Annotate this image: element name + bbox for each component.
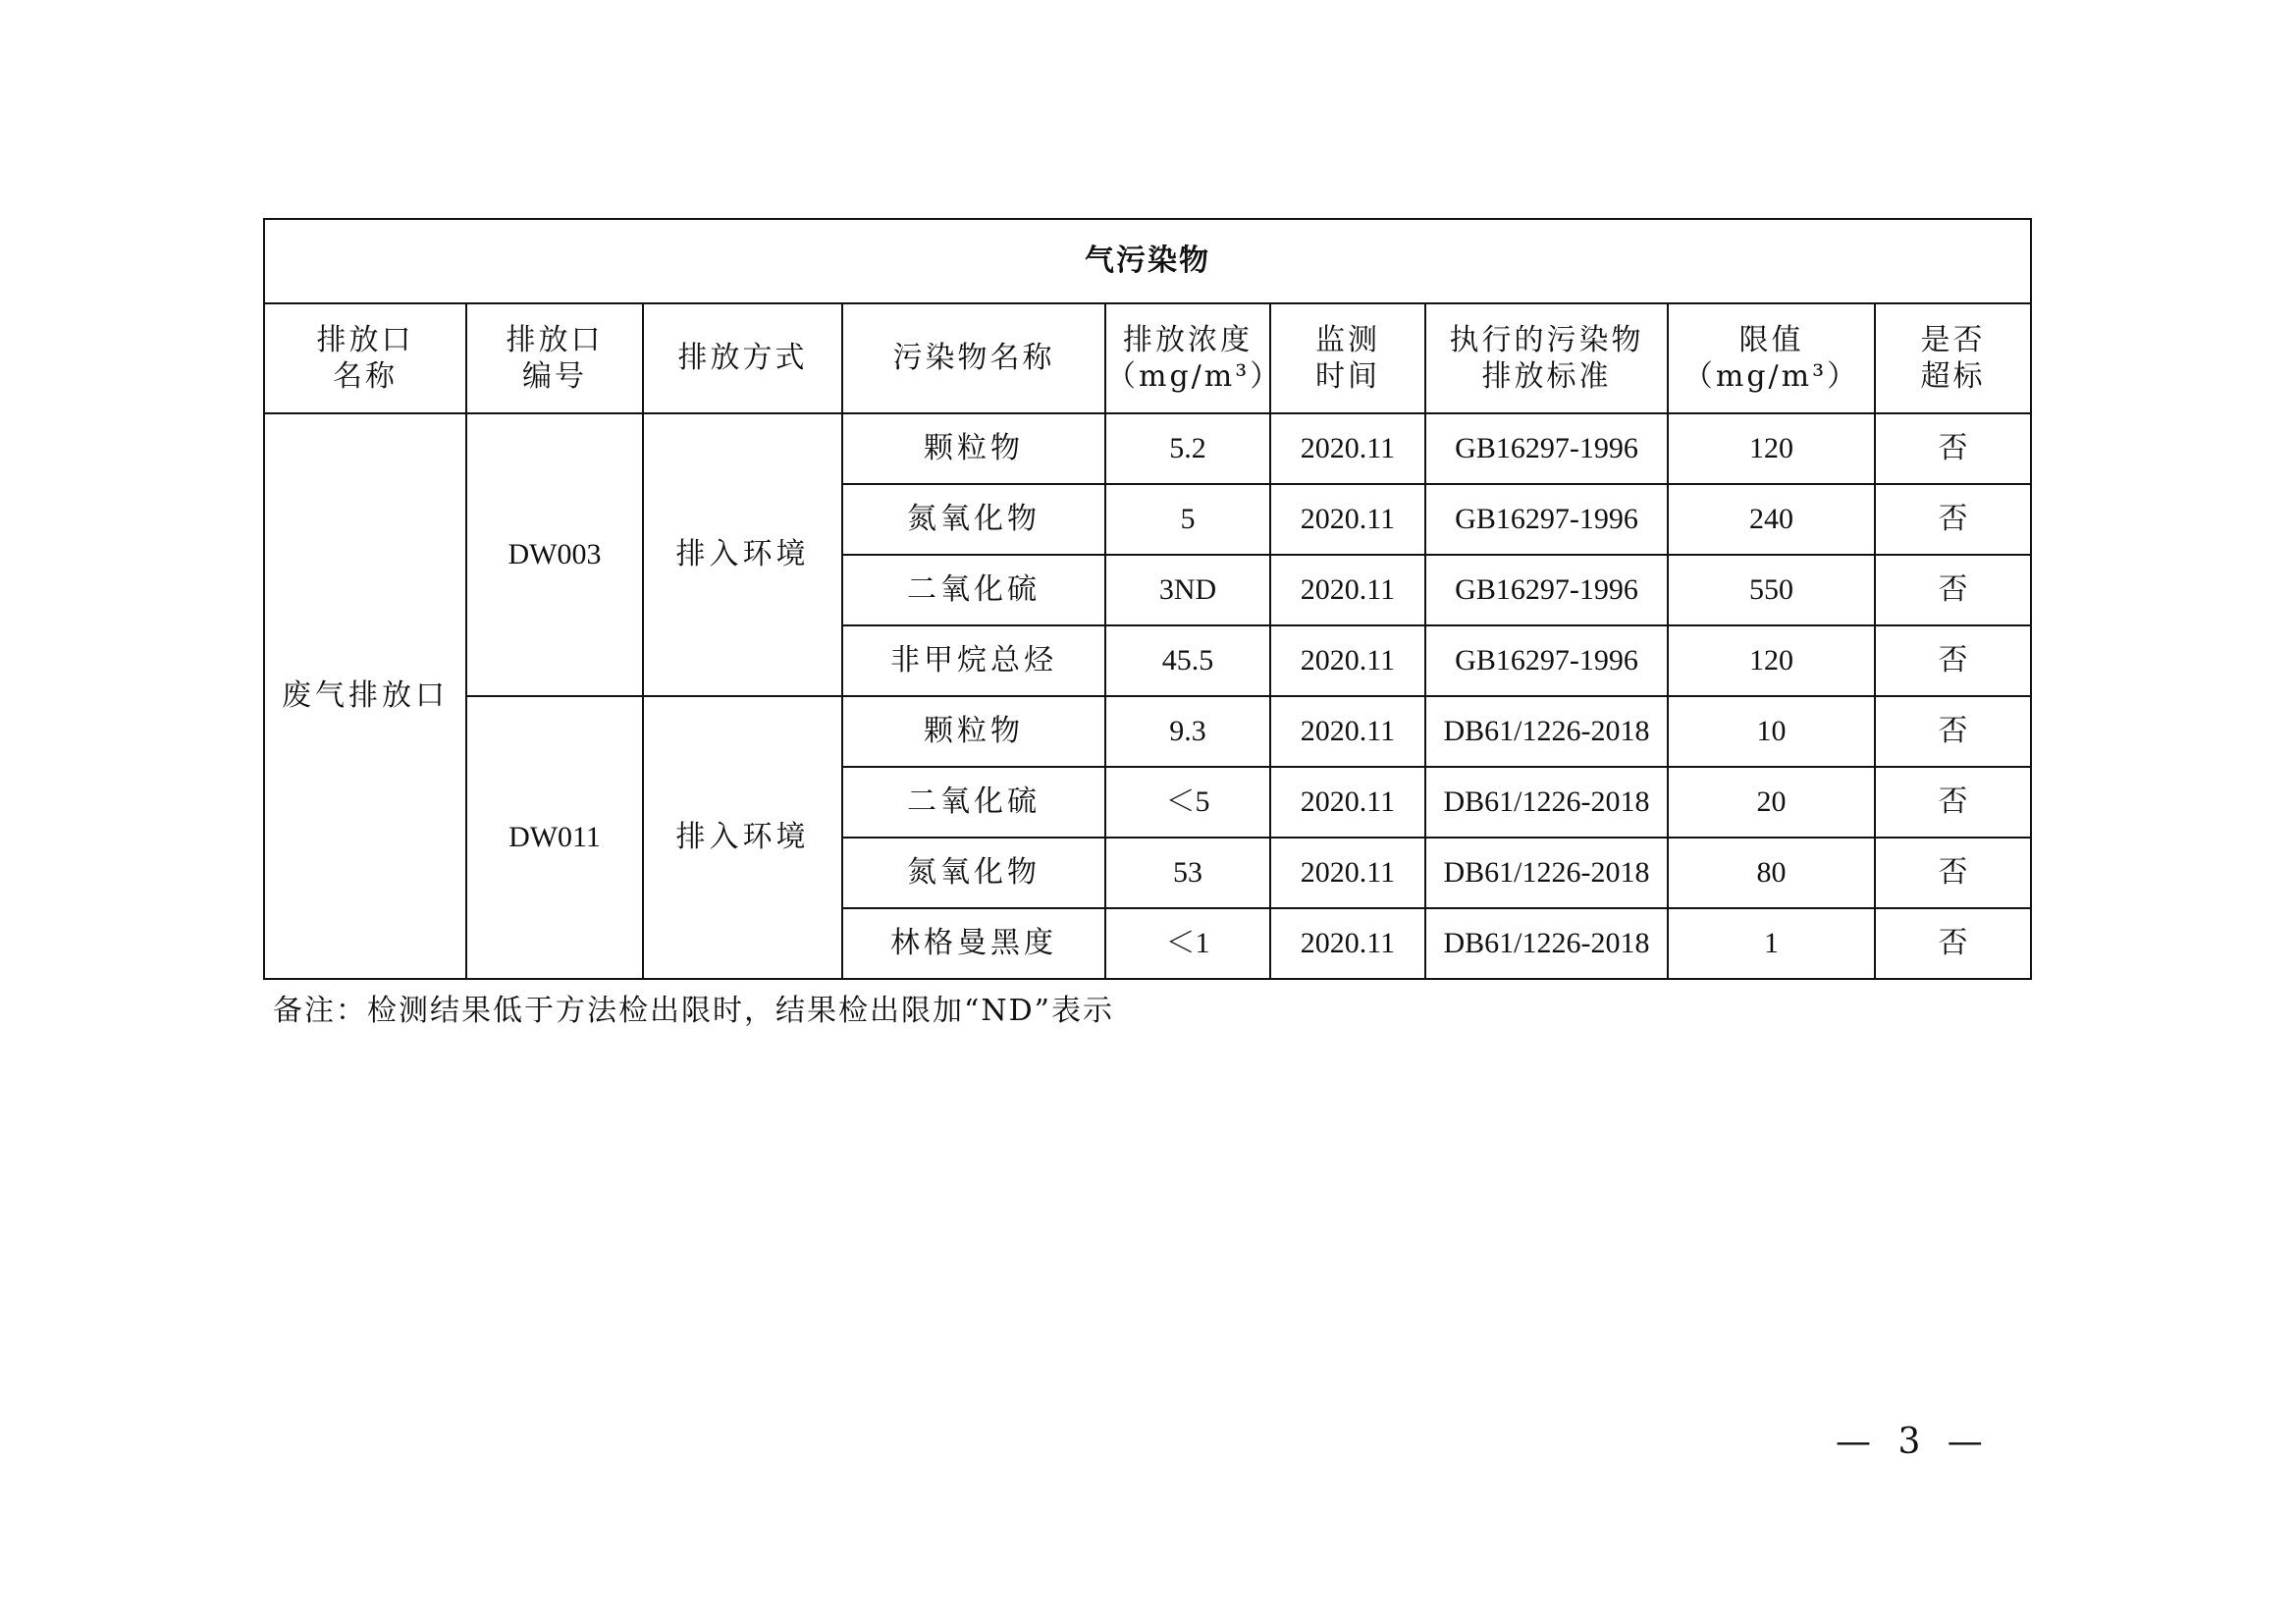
header-pollutant-name	[842, 303, 1105, 413]
limit-cell: 120	[1668, 625, 1875, 696]
pollutant-cell: 林格曼黑度	[842, 908, 1105, 979]
time-cell: 2020.11	[1270, 625, 1425, 696]
standard-cell: DB61/1226-2018	[1425, 838, 1668, 908]
header-pollutant-name-line-1: 污染物名称	[892, 341, 1055, 376]
header-concentration-line-2: （mg/m³）	[1106, 359, 1283, 394]
standard-cell: GB16297-1996	[1425, 413, 1668, 484]
limit-cell: 550	[1668, 555, 1875, 625]
header-outlet-id-line-2: 编号	[522, 359, 587, 394]
table-note: 备注：检测结果低于方法检出限时，结果检出限加“ND”表示	[273, 994, 1114, 1028]
header-exceed-line-1: 是否	[1920, 322, 1986, 357]
discharge-method-cell: 排入环境	[643, 413, 842, 696]
standard-cell: DB61/1226-2018	[1425, 908, 1668, 979]
discharge-method-cell: 排入环境	[643, 696, 842, 979]
limit-cell: 1	[1668, 908, 1875, 979]
header-outlet-name-line-1: 排放口	[316, 322, 414, 357]
table-row	[264, 413, 2031, 484]
limit-cell: 80	[1668, 838, 1875, 908]
pollutant-cell: 二氧化硫	[842, 767, 1105, 838]
header-outlet-id	[466, 303, 643, 413]
header-standard	[1425, 303, 1668, 413]
exceed-cell: 否	[1875, 413, 2031, 484]
time-cell: 2020.11	[1270, 484, 1425, 555]
standard-cell: DB61/1226-2018	[1425, 696, 1668, 767]
concentration-cell: ＜1	[1105, 908, 1270, 979]
header-concentration	[1105, 303, 1283, 413]
concentration-cell: 45.5	[1105, 625, 1270, 696]
standard-cell: GB16297-1996	[1425, 484, 1668, 555]
header-monitoring-time-line-2: 时间	[1315, 359, 1380, 394]
header-outlet-id-line-1: 排放口	[506, 322, 604, 357]
time-cell: 2020.11	[1270, 413, 1425, 484]
header-outlet-name	[264, 303, 466, 413]
exceed-cell: 否	[1875, 908, 2031, 979]
time-cell: 2020.11	[1270, 838, 1425, 908]
standard-cell: GB16297-1996	[1425, 555, 1668, 625]
limit-cell: 20	[1668, 767, 1875, 838]
header-standard-line-2: 排放标准	[1481, 359, 1612, 394]
pollutant-cell: 二氧化硫	[842, 555, 1105, 625]
standard-cell: DB61/1226-2018	[1425, 767, 1668, 838]
pollutant-cell: 氮氧化物	[842, 838, 1105, 908]
header-limit-line-2: （mg/m³）	[1682, 359, 1860, 394]
exceed-cell: 否	[1875, 555, 2031, 625]
exceed-cell: 否	[1875, 696, 2031, 767]
limit-cell: 240	[1668, 484, 1875, 555]
outlet-name-cell: 废气排放口	[264, 413, 466, 979]
exceed-cell: 否	[1875, 767, 2031, 838]
pollutant-cell: 颗粒物	[842, 696, 1105, 767]
concentration-cell: 3ND	[1105, 555, 1270, 625]
exceed-cell: 否	[1875, 625, 2031, 696]
air-pollutant-table	[263, 218, 2032, 980]
exceed-cell: 否	[1875, 838, 2031, 908]
header-monitoring-time-line-1: 监测	[1315, 322, 1380, 357]
pollutant-cell: 氮氧化物	[842, 484, 1105, 555]
header-limit-line-1: 限值	[1738, 322, 1804, 357]
exceed-cell: 否	[1875, 484, 2031, 555]
header-exceed-line-2: 超标	[1920, 359, 1986, 394]
time-cell: 2020.11	[1270, 767, 1425, 838]
header-concentration-line-1: 排放浓度	[1123, 322, 1253, 357]
concentration-cell: 5	[1105, 484, 1270, 555]
concentration-cell: ＜5	[1105, 767, 1270, 838]
table-title: 气污染物	[264, 219, 2031, 303]
concentration-cell: 9.3	[1105, 696, 1270, 767]
page-number: — 3 —	[1836, 1422, 1991, 1462]
limit-cell: 10	[1668, 696, 1875, 767]
header-exceed	[1875, 303, 2031, 413]
header-standard-line-1: 执行的污染物	[1449, 322, 1644, 357]
limit-cell: 120	[1668, 413, 1875, 484]
time-cell: 2020.11	[1270, 908, 1425, 979]
header-outlet-name-line-2: 名称	[333, 359, 398, 394]
outlet-id-cell: DW011	[466, 696, 643, 979]
time-cell: 2020.11	[1270, 696, 1425, 767]
concentration-cell: 53	[1105, 838, 1270, 908]
pollutant-cell: 颗粒物	[842, 413, 1105, 484]
time-cell: 2020.11	[1270, 555, 1425, 625]
table-row	[264, 696, 2031, 767]
header-discharge-method	[643, 303, 842, 413]
pollutant-cell: 非甲烷总烃	[842, 625, 1105, 696]
standard-cell: GB16297-1996	[1425, 625, 1668, 696]
header-monitoring-time	[1270, 303, 1425, 413]
header-limit	[1668, 303, 1875, 413]
concentration-cell: 5.2	[1105, 413, 1270, 484]
header-discharge-method-line-1: 排放方式	[677, 341, 808, 376]
outlet-id-cell: DW003	[466, 413, 643, 696]
